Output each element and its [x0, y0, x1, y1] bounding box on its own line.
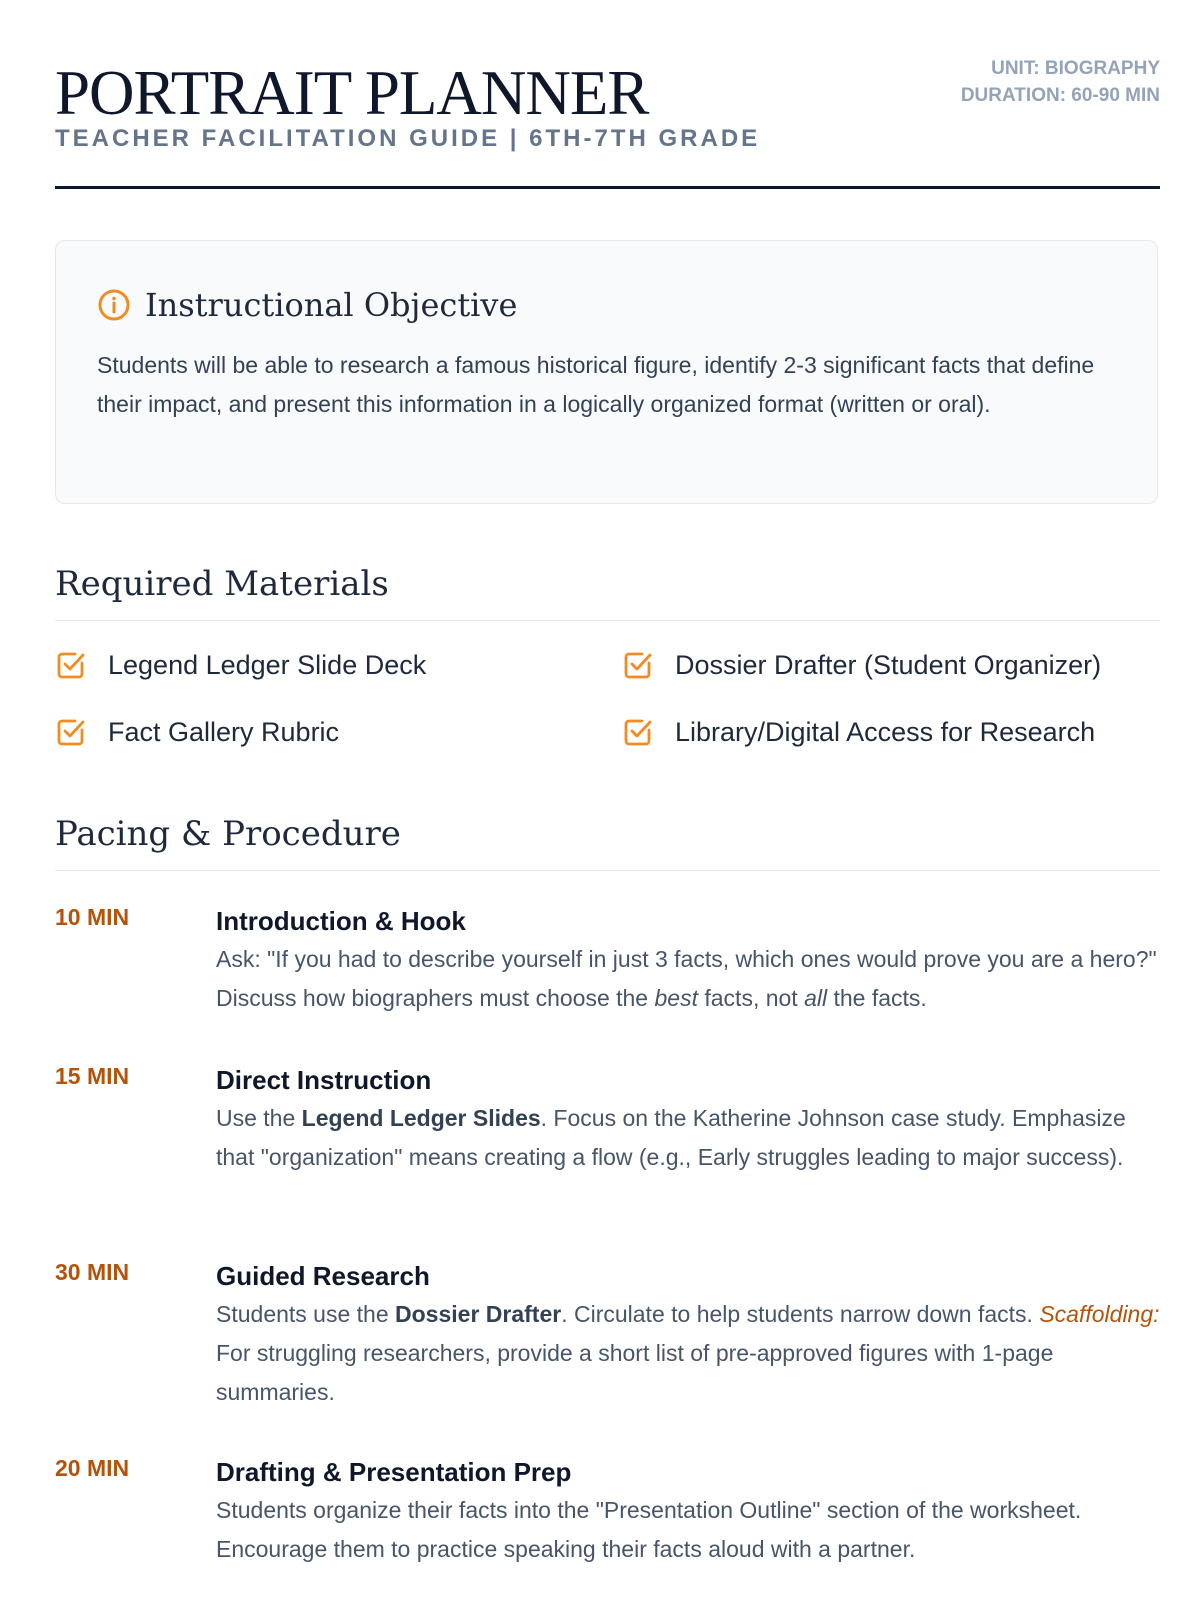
- step-duration: 30 MIN: [55, 1259, 130, 1285]
- material-item: [622, 645, 1101, 685]
- info-circle-icon: [97, 288, 131, 322]
- objective-header: [97, 283, 517, 327]
- objective-text: Students will be able to research a famous historical figure, identify 2-3 significant facts that define their impact, and present this information in a logically organized format (written or oral).: [97, 352, 1095, 417]
- resource-name: Dossier Drafter: [395, 1301, 562, 1327]
- step-text: Students organize their facts into the "Presentation Outline" section of the worksheet. Encourage them to practice speaking their facts aloud with a partner.: [216, 1497, 1082, 1562]
- header: [55, 0, 1160, 189]
- step-text: Students use the: [216, 1301, 396, 1327]
- materials-heading: Required Materials: [55, 562, 1160, 621]
- step-text: For struggling researchers, provide a short list of pre-approved figures with 1-page summaries.: [216, 1340, 1054, 1405]
- step-duration: 10 MIN: [55, 904, 130, 930]
- pacing-heading: Pacing & Procedure: [55, 812, 1160, 871]
- step-title: Drafting & Presentation Prep: [216, 1457, 572, 1487]
- step-title: Guided Research: [216, 1261, 430, 1291]
- material-label: Fact Gallery Rubric: [108, 717, 340, 747]
- unit-label: UNIT: BIOGRAPHY: [991, 58, 1160, 79]
- checkbox-checked-icon: [622, 716, 654, 748]
- step-text: . Circulate to help students narrow down facts.: [561, 1301, 1040, 1327]
- checkbox-checked-icon: [55, 649, 87, 681]
- step-text: the facts.: [827, 985, 927, 1011]
- page-subtitle: TEACHER FACILITATION GUIDE | 6TH-7TH GRADE: [55, 125, 761, 152]
- objective-panel: [55, 240, 1158, 504]
- material-label: Dossier Drafter (Student Organizer): [675, 650, 1102, 680]
- materials-list: [55, 645, 1160, 775]
- step-text: Ask: "If you had to describe yourself in just 3 facts, which ones would prove you are a hero?" Discuss how biographers must choose the: [216, 946, 1157, 1011]
- step-body: [216, 1259, 1160, 1412]
- step-body: [216, 1455, 1160, 1569]
- step-emphasis: all: [804, 985, 828, 1011]
- checkbox-checked-icon: [55, 716, 87, 748]
- resource-name: Legend Ledger Slides: [301, 1105, 541, 1131]
- page-title: PORTRAIT PLANNER: [55, 58, 649, 128]
- step-body: [216, 1063, 1160, 1177]
- step-emphasis: best: [654, 985, 698, 1011]
- material-label: Library/Digital Access for Research: [675, 717, 1096, 747]
- material-item: [55, 712, 339, 752]
- step-text: . Focus on the Katherine Johnson case study. Emphasize that "organization" means creating a flow (e.g., Early struggles leading to major success).: [216, 1105, 1126, 1170]
- step-body: [216, 904, 1160, 1018]
- step-title: Introduction & Hook: [216, 906, 466, 936]
- step-title: Direct Instruction: [216, 1065, 432, 1095]
- step-duration: 20 MIN: [55, 1455, 130, 1481]
- material-item: [55, 645, 426, 685]
- document-page: [55, 0, 1160, 1600]
- step-description: [216, 1099, 1160, 1177]
- step-description: [216, 940, 1160, 1018]
- unit-meta: [961, 55, 1160, 109]
- step-description: [216, 1491, 1160, 1569]
- checkbox-checked-icon: [622, 649, 654, 681]
- step-text: facts, not: [697, 985, 805, 1011]
- step-description: [216, 1295, 1160, 1412]
- material-item: [622, 712, 1095, 752]
- scaffolding-label: Scaffolding:: [1039, 1301, 1160, 1327]
- step-duration: 15 MIN: [55, 1063, 130, 1089]
- step-text: Use the: [216, 1105, 302, 1131]
- material-label: Legend Ledger Slide Deck: [108, 650, 427, 680]
- objective-title: Instructional Objective: [145, 286, 518, 324]
- duration-label: DURATION: 60-90 MIN: [960, 85, 1160, 106]
